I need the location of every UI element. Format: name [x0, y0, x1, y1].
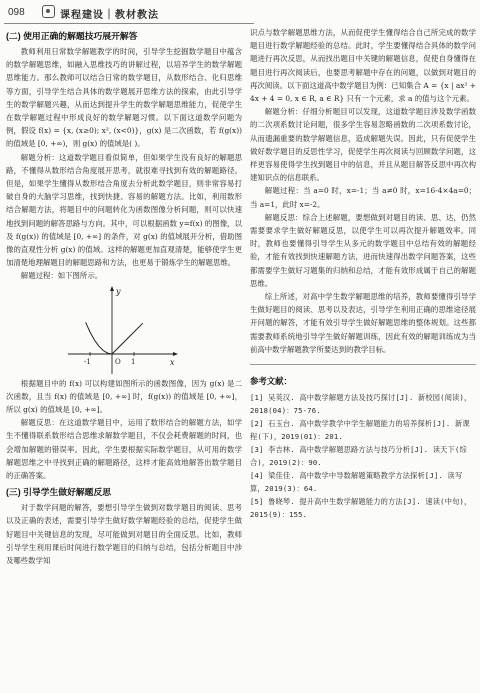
reference-item: [5] 鲁晓琴. 提升高中生数学解题能力的方法[J]. 速读(中旬)，2015(9)：155. [250, 497, 472, 520]
left-column [6, 26, 242, 567]
paragraph: 对于数学问题的解答，要想引导学生做到对数学题目的阅读、思考以及正确的表述，需要引导学生做好数学解题经验的总结，促使学生做好题目中关键信息的发现，尽可能做到对题目的全面反思。比如，教师引导学生利用课后时间进行数学题目的归纳与总结，包括分析题目中涉及哪些数学知 [6, 503, 242, 566]
paragraph: 教师利用日常数学解题教学的时间，引导学生挖掘数学题目中蕴含的数学解题思维，如融入思维技巧的讲解过程，以培养学生的数学解题思维能力。那么教师可以结合日常的数学题目，从数形结合、化归思维等方面，引导学生结合具体的数学题展开思维方法的探索，由此引导学生的数学解题兴趣，从而达到提升学生的数学解题思维能力，促使学生在数学解题过程中形成良好的数学解题习惯。以下面这道数学问题为例，假设 f(x) = {x, (x≥0); x², (x<0)}，g(x) 是二次函数，若 f(g(x)) 的值域是 [0, +∞)，则 g(x) 的值域是( )。 [6, 47, 242, 149]
reference-item: [1] 吴英汉. 高中数学解题方法及技巧探讨[J]. 新校园(阅读)，2018(04)：75-76. [250, 393, 472, 416]
paragraph: 根据题目中的 f(x) 可以构建如图所示的函数图像，因为 g(x) 是二次函数，且当 f(x) 的值域是 [0, +∞] 时，f(g(x)) 的值域是 [0, +∞]，所以 g(x) 的值域是 [0, +∞]。 [6, 378, 242, 415]
page-number: 098 [8, 7, 25, 18]
reference-item: [2] 石玉台. 高中数学教学中学生解题能力的培养探析[J]. 新课程(下)，2019(01)：201. [250, 419, 470, 442]
paragraph: 解题反思：在这道数学题目中，运用了数形结合的解题方法，如学生不懂得联系数形结合思维求解数学题目，不仅会耗费解题的时间，也会增加解题的错误率。因此，学生要根据实际数学题目，从可用的数学解题思维之中寻找到正确的解题路径，这样才能高效地解答出数学题目的正确答案。 [6, 418, 242, 481]
axis-label-y: y [116, 286, 121, 296]
x-axis-arrow [173, 352, 178, 356]
paragraph: 解题过程：如下图所示。 [20, 271, 103, 281]
tick-label-one: 1 [131, 357, 136, 366]
reference-item: [3] 李吉林. 高中数学解题思路方法与技巧分析[J]. 读天下(综合)，2019(2)：90. [250, 445, 467, 468]
y-axis-arrow [110, 286, 114, 291]
journal-logo-icon [42, 5, 55, 18]
references-list [250, 391, 476, 521]
origin-label: O [115, 357, 121, 366]
page-header [4, 3, 476, 25]
paragraph: 识点与数学解题思维方法，从而促使学生懂得结合自己所完成的数学题目进行数学解题经验的总结。此时，学生要懂得结合具体的数学问题进行再次反思，从而找出题目中关键的解题信息，促使自身懂得在题目进行再次阅读后，也要思考解题中存在的问题，以做到对题目的再次阅读。以下面这道高中数学题目为例：已知集合 A = {x | ax² + 4x + 4 = 0, x ∈ R, a ∈ R} 只有一个元素，求 a 的值与这个元素。 [250, 28, 476, 104]
right-column [250, 26, 476, 521]
section-title-2: (二) 使用正确的解题技巧展开解答 [6, 31, 138, 41]
paragraph: 解题过程：当 a=0 时，x=-1；当 a≠0 时，x=16-4×4a=0；当 a=1，此时 x=-2。 [250, 186, 476, 209]
section-title-3: (三) 引导学生做好解题反思 [6, 487, 112, 498]
references-divider [250, 364, 476, 365]
function-graph-svg [64, 284, 182, 376]
series-line [112, 323, 143, 354]
paragraph: 解题分析：这道数学题目看似简单，但如果学生没有良好的解题思路，不懂得从数形结合角度展开思考，就很难寻找到有效的解题路径。但是，如果学生懂得从数形结合角度去分析此数学题目，则非常容易打破自身的大脑学习思维，找到快捷、容易的解题方法。比如，利用数形结合解题方法，将题目中的问题转化为函数图像分析问题，则可以快速地找到问题的解答思路与方向。其中，可以根据函数 y=f(x) 的图像，以及 f(g(x)) 的值域是 [0, +∞] 的条件，对 g(x) 的值域展开分析，借助图像的直观性分析 g(x) 的值域。这样的解题更加直观清楚，能够使学生更加清楚地理解题目的解题思路和方法，也更易于锻炼学生的解题思维。 [6, 152, 242, 268]
references-title: 参考文献： [250, 376, 292, 387]
paragraph: 解题反思：综合上述解题，要想做到对题目的读、思、达，仍然需要要求学生做好解题反思，以使学生可以再次提升解题效率。同时，教师也要懂得引导学生从多元的数学题目中总结有效的解题经验，才能有效找到快速解题方法，进而快速得出数学问题答案，这些都需要学生做好习题集的归纳和总结，才能有效形成属于自己的解题思维。 [250, 212, 476, 288]
tick-label-minus-one: -1 [84, 357, 91, 366]
column-title: 课程建设｜教材教法 [60, 10, 159, 21]
reference-item: [4] 梁佳佳. 高中数学中导数解题策略教学方法探析[J]. 读写算，2019(3)：64. [250, 471, 463, 494]
series-parabola [86, 322, 112, 354]
axis-label-x: x [170, 357, 175, 367]
header-rule [4, 23, 254, 24]
paragraph: 解题分析：仔细分析题目可以发现，这道数学题目涉及数学函数的二次项系数讨论问题，很多学生容易忽略函数的二次项系数讨论，从而遗漏重要的数学解题信息，造成解题失误。因此，只有促使学生做好数学题目的反思性学习，促使学生再次阅读与回顾数学问题，这样更容易使得学生找到题目中的信息，并且从题目解答反思中再次构建知识点的信息联系。 [250, 107, 476, 183]
paragraph: 综上所述，对高中学生数学解题思维的培养，教师要懂得引导学生做好题目的阅读、思考以及表达，引导学生利用正确的思维途径展开问题的解答，才能有效引导学生做好解题思维的整体规划。这些都需要教师系统地引导学生做好解题训练，因此有效的解题训练成为当前高中数学解题教学所要达到的教学目标。 [250, 292, 476, 354]
function-graph [6, 284, 242, 376]
